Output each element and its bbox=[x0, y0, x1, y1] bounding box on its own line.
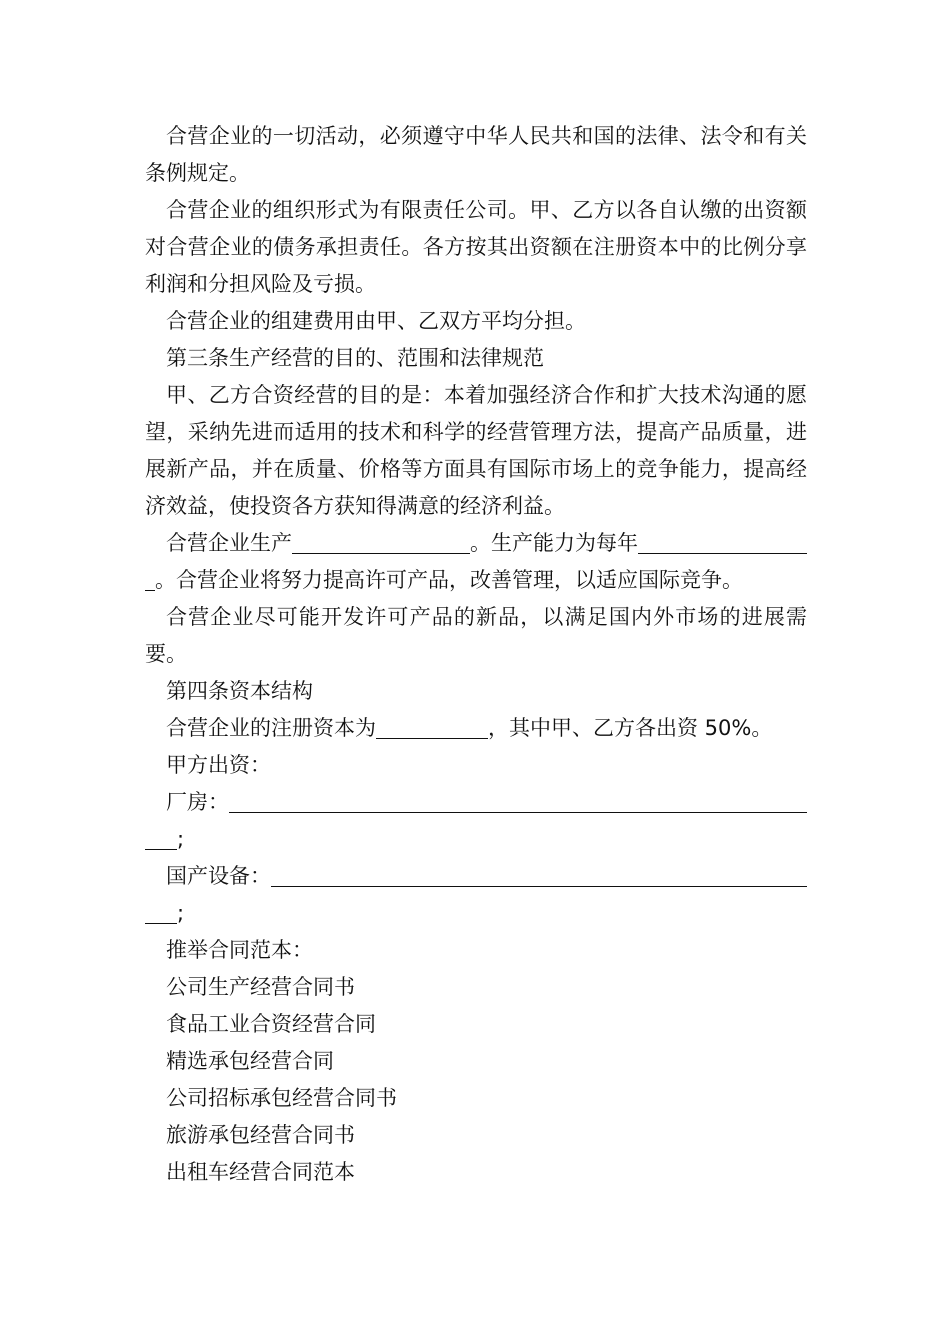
factory-end: ; bbox=[177, 827, 185, 851]
paragraph-setup-costs: 合营企业的组建费用由甲、乙双方平均分担。 bbox=[166, 309, 586, 333]
paragraph-registered-capital bbox=[145, 710, 807, 747]
registered-capital-blank[interactable] bbox=[376, 716, 488, 739]
equipment-blank[interactable] bbox=[271, 864, 807, 887]
paragraph-activities: 合营企业的一切活动，必须遵守中华人民共和国的法律、法令和有关条例规定。 bbox=[145, 124, 807, 185]
production-text-a: 合营企业生产 bbox=[166, 531, 292, 555]
capacity-blank[interactable] bbox=[638, 531, 807, 554]
factory-label: 厂房： bbox=[166, 790, 229, 814]
factory-line bbox=[145, 784, 807, 858]
recommend-link[interactable]: 公司招标承包经营合同书 bbox=[166, 1086, 397, 1110]
factory-blank-cont bbox=[145, 827, 177, 850]
production-blank[interactable] bbox=[292, 531, 470, 554]
equipment-blank-cont bbox=[145, 901, 177, 924]
production-text-c: 。合营企业将努力提高许可产品，改善管理，以适应国际竞争。 bbox=[155, 568, 743, 592]
equipment-label: 国产设备： bbox=[166, 864, 271, 888]
paragraph-new-products: 合营企业尽可能开发许可产品的新品，以满足国内外市场的进展需要。 bbox=[145, 605, 807, 666]
equipment-end: ; bbox=[177, 901, 185, 925]
capacity-blank-cont bbox=[145, 568, 155, 591]
paragraph-purpose: 甲、乙方合资经营的目的是：本着加强经济合作和扩大技术沟通的愿望，采纳先进而适用的技术和科学的经营管理方法，提高产品质量，进展新产品，并在质量、价格等方面具有国际市场上的竞争能力，提高经济效益，使投资各方获知得满意的经济利益。 bbox=[145, 383, 807, 518]
factory-blank[interactable] bbox=[229, 790, 807, 813]
article-3-heading: 第三条生产经营的目的、范围和法律规范 bbox=[166, 346, 544, 370]
paragraph-organization-form: 合营企业的组织形式为有限责任公司。甲、乙方以各自认缴的出资额对合营企业的债务承担责任。各方按其出资额在注册资本中的比例分享利润和分担风险及亏损。 bbox=[145, 198, 807, 296]
capital-text-a: 合营企业的注册资本为 bbox=[166, 716, 376, 740]
capital-text-b: ，其中甲、乙方各出资 50%。 bbox=[488, 716, 773, 740]
equipment-line bbox=[145, 858, 807, 932]
document-body bbox=[145, 118, 807, 1191]
recommend-link[interactable]: 公司生产经营合同书 bbox=[166, 975, 355, 999]
recommend-link[interactable]: 精选承包经营合同 bbox=[166, 1049, 334, 1073]
recommend-title: 推举合同范本： bbox=[166, 938, 313, 962]
production-text-b: 。生产能力为每年 bbox=[470, 531, 638, 555]
article-4-heading: 第四条资本结构 bbox=[166, 679, 313, 703]
recommend-link[interactable]: 食品工业合资经营合同 bbox=[166, 1012, 376, 1036]
party-a-contribution-label: 甲方出资： bbox=[166, 753, 271, 777]
paragraph-production bbox=[145, 525, 807, 599]
recommend-link[interactable]: 旅游承包经营合同书 bbox=[166, 1123, 355, 1147]
recommend-link[interactable]: 出租车经营合同范本 bbox=[166, 1160, 355, 1184]
